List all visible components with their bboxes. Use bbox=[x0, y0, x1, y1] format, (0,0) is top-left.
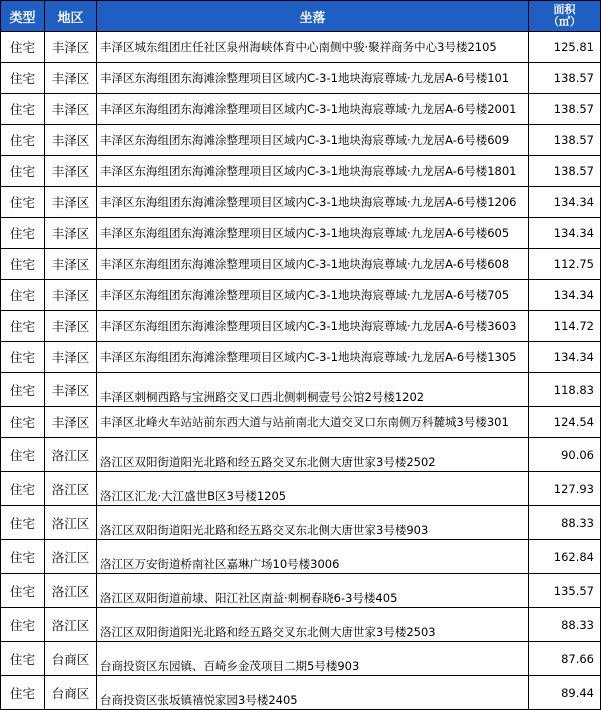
cell-area: 90.06 bbox=[529, 438, 601, 472]
cell-area: 134.34 bbox=[529, 218, 601, 249]
cell-district: 洛江区 bbox=[45, 574, 97, 608]
cell-address: 丰泽区东海组团东海滩涂整理项目区域内C-3-1地块海宸尊域·九龙居A-6号楼605 bbox=[97, 218, 529, 249]
cell-area: 138.57 bbox=[529, 125, 601, 156]
cell-district: 洛江区 bbox=[45, 472, 97, 506]
cell-address: 丰泽区东海组团东海滩涂整理项目区域内C-3-1地块海宸尊域·九龙居A-6号楼2001 bbox=[97, 94, 529, 125]
cell-area: 138.57 bbox=[529, 156, 601, 187]
header-row bbox=[1, 1, 601, 32]
header-address: 坐落 bbox=[97, 1, 529, 32]
cell-address: 丰泽区东海组团东海滩涂整理项目区域内C-3-1地块海宸尊域·九龙居A-6号楼3603 bbox=[97, 311, 529, 342]
cell-type: 住宅 bbox=[1, 574, 45, 608]
cell-district: 丰泽区 bbox=[45, 156, 97, 187]
cell-address: 台商投资区张坂镇禧悦家园3号楼2405 bbox=[97, 676, 529, 710]
table-row bbox=[1, 373, 601, 407]
cell-type: 住宅 bbox=[1, 407, 45, 438]
cell-type: 住宅 bbox=[1, 187, 45, 218]
cell-district: 台商区 bbox=[45, 676, 97, 710]
cell-type: 住宅 bbox=[1, 280, 45, 311]
cell-address: 洛江区万安街道桥南社区嘉琳广场10号楼3006 bbox=[97, 540, 529, 574]
cell-type: 住宅 bbox=[1, 642, 45, 676]
cell-district: 丰泽区 bbox=[45, 187, 97, 218]
cell-address: 丰泽区城东组团庄任社区泉州海峡体育中心南侧中骏·聚祥商务中心3号楼2105 bbox=[97, 32, 529, 63]
header-area-unit: （㎡） bbox=[548, 15, 581, 28]
table-row bbox=[1, 407, 601, 438]
cell-district: 洛江区 bbox=[45, 540, 97, 574]
cell-area: 112.75 bbox=[529, 249, 601, 280]
cell-type: 住宅 bbox=[1, 63, 45, 94]
cell-area: 138.57 bbox=[529, 63, 601, 94]
cell-district: 丰泽区 bbox=[45, 94, 97, 125]
cell-address: 丰泽区东海组团东海滩涂整理项目区域内C-3-1地块海宸尊域·九龙居A-6号楼1206 bbox=[97, 187, 529, 218]
table-row bbox=[1, 342, 601, 373]
cell-type: 住宅 bbox=[1, 506, 45, 540]
cell-address: 丰泽区东海组团东海滩涂整理项目区域内C-3-1地块海宸尊域·九龙居A-6号楼608 bbox=[97, 249, 529, 280]
cell-address: 洛江区双阳街道前埭、阳江社区南益·刺桐春晓6-3号楼405 bbox=[97, 574, 529, 608]
cell-district: 丰泽区 bbox=[45, 280, 97, 311]
cell-district: 丰泽区 bbox=[45, 63, 97, 94]
cell-area: 162.84 bbox=[529, 540, 601, 574]
cell-type: 住宅 bbox=[1, 94, 45, 125]
table-row bbox=[1, 280, 601, 311]
table-row bbox=[1, 311, 601, 342]
table-row bbox=[1, 438, 601, 472]
cell-address: 丰泽区刺桐西路与宝洲路交叉口西北侧刺桐壹号公馆2号楼1202 bbox=[97, 373, 529, 407]
cell-type: 住宅 bbox=[1, 342, 45, 373]
cell-address: 丰泽区东海组团东海滩涂整理项目区域内C-3-1地块海宸尊域·九龙居A-6号楼1801 bbox=[97, 156, 529, 187]
cell-type: 住宅 bbox=[1, 311, 45, 342]
cell-address: 丰泽区东海组团东海滩涂整理项目区域内C-3-1地块海宸尊域·九龙居A-6号楼101 bbox=[97, 63, 529, 94]
cell-type: 住宅 bbox=[1, 125, 45, 156]
table-row bbox=[1, 506, 601, 540]
cell-district: 洛江区 bbox=[45, 506, 97, 540]
table-row bbox=[1, 608, 601, 642]
table-row bbox=[1, 187, 601, 218]
cell-address: 丰泽区东海组团东海滩涂整理项目区域内C-3-1地块海宸尊域·九龙居A-6号楼609 bbox=[97, 125, 529, 156]
table-row bbox=[1, 540, 601, 574]
cell-area: 114.72 bbox=[529, 311, 601, 342]
cell-area: 135.57 bbox=[529, 574, 601, 608]
header-type: 类型 bbox=[1, 1, 45, 32]
cell-address: 丰泽区东海组团东海滩涂整理项目区域内C-3-1地块海宸尊域·九龙居A-6号楼705 bbox=[97, 280, 529, 311]
table-row bbox=[1, 249, 601, 280]
table-row bbox=[1, 94, 601, 125]
cell-district: 丰泽区 bbox=[45, 311, 97, 342]
cell-type: 住宅 bbox=[1, 472, 45, 506]
cell-address: 洛江区双阳街道阳光北路和经五路交叉东北侧大唐世家3号楼903 bbox=[97, 506, 529, 540]
cell-area: 87.66 bbox=[529, 642, 601, 676]
cell-address: 台商投资区东园镇、百崎乡金茂项目二期5号楼903 bbox=[97, 642, 529, 676]
cell-address: 洛江区汇龙·大江盛世B区3号楼1205 bbox=[97, 472, 529, 506]
table-row bbox=[1, 32, 601, 63]
cell-type: 住宅 bbox=[1, 249, 45, 280]
cell-address: 洛江区双阳街道阳光北路和经五路交叉东北侧大唐世家3号楼2502 bbox=[97, 438, 529, 472]
table-row bbox=[1, 156, 601, 187]
cell-district: 丰泽区 bbox=[45, 373, 97, 407]
cell-area: 138.57 bbox=[529, 94, 601, 125]
cell-address: 丰泽区东海组团东海滩涂整理项目区域内C-3-1地块海宸尊域·九龙居A-6号楼1305 bbox=[97, 342, 529, 373]
cell-district: 台商区 bbox=[45, 642, 97, 676]
table-row bbox=[1, 125, 601, 156]
table-row bbox=[1, 676, 601, 710]
cell-area: 134.34 bbox=[529, 280, 601, 311]
cell-district: 洛江区 bbox=[45, 438, 97, 472]
table-row bbox=[1, 472, 601, 506]
table-row bbox=[1, 63, 601, 94]
table-row bbox=[1, 218, 601, 249]
cell-type: 住宅 bbox=[1, 218, 45, 249]
cell-area: 88.33 bbox=[529, 608, 601, 642]
cell-area: 118.83 bbox=[529, 373, 601, 407]
cell-district: 丰泽区 bbox=[45, 249, 97, 280]
cell-area: 124.54 bbox=[529, 407, 601, 438]
cell-district: 丰泽区 bbox=[45, 407, 97, 438]
table-row bbox=[1, 574, 601, 608]
cell-district: 洛江区 bbox=[45, 608, 97, 642]
cell-area: 89.44 bbox=[529, 676, 601, 710]
cell-area: 134.34 bbox=[529, 342, 601, 373]
cell-area: 88.33 bbox=[529, 506, 601, 540]
cell-type: 住宅 bbox=[1, 608, 45, 642]
cell-area: 127.93 bbox=[529, 472, 601, 506]
cell-address: 洛江区双阳街道阳光北路和经五路交叉东北侧大唐世家3号楼2503 bbox=[97, 608, 529, 642]
cell-address: 丰泽区北峰火车站站前东西大道与站前南北大道交叉口东南侧万科麓城3号楼301 bbox=[97, 407, 529, 438]
cell-type: 住宅 bbox=[1, 32, 45, 63]
header-area-label: 面积 bbox=[553, 3, 576, 16]
cell-type: 住宅 bbox=[1, 438, 45, 472]
cell-type: 住宅 bbox=[1, 676, 45, 710]
cell-area: 125.81 bbox=[529, 32, 601, 63]
cell-type: 住宅 bbox=[1, 540, 45, 574]
cell-type: 住宅 bbox=[1, 156, 45, 187]
cell-district: 丰泽区 bbox=[45, 32, 97, 63]
cell-area: 134.34 bbox=[529, 187, 601, 218]
cell-type: 住宅 bbox=[1, 373, 45, 407]
cell-district: 丰泽区 bbox=[45, 125, 97, 156]
table-header bbox=[1, 1, 601, 32]
cell-district: 丰泽区 bbox=[45, 342, 97, 373]
cell-district: 丰泽区 bbox=[45, 218, 97, 249]
header-district: 地区 bbox=[45, 1, 97, 32]
header-area bbox=[529, 1, 601, 32]
table-body bbox=[1, 32, 601, 710]
table-row bbox=[1, 642, 601, 676]
